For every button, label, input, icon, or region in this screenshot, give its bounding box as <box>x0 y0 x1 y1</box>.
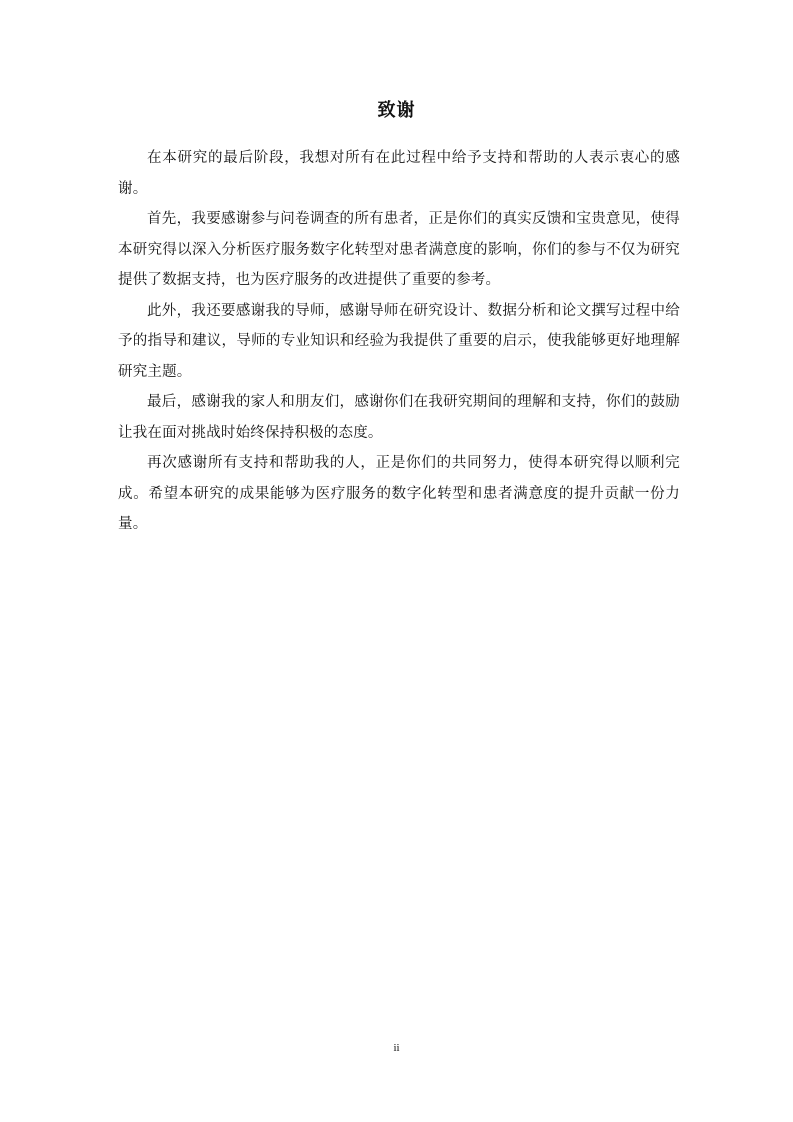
paragraph-1: 在本研究的最后阶段，我想对所有在此过程中给予支持和帮助的人表示衷心的感谢。 <box>118 150 680 197</box>
page-title: 致谢 <box>377 100 416 121</box>
paragraph-4: 最后，感谢我的家人和朋友们，感谢你们在我研究期间的理解和支持，你们的鼓励让我在面对挑战时始终保持积极的态度。 <box>118 394 680 441</box>
acknowledgement-body <box>118 143 680 540</box>
page-number: ii <box>393 1042 400 1054</box>
paragraph-5: 再次感谢所有支持和帮助我的人，正是你们的共同努力，使得本研究得以顺利完成。希望本研究的成果能够为医疗服务的数字化转型和患者满意度的提升贡献一份力量。 <box>118 455 680 532</box>
paragraph-3: 此外，我还要感谢我的导师，感谢导师在研究设计、数据分析和论文撰写过程中给予的指导和建议，导师的专业知识和经验为我提供了重要的启示，使我能够更好地理解研究主题。 <box>118 302 680 380</box>
paragraph-2: 首先，我要感谢参与问卷调查的所有患者，正是你们的真实反馈和宝贵意见，使得本研究得以深入分析医疗服务数字化转型对患者满意度的影响，你们的参与不仅为研究提供了数据支持，也为医疗服务的改进提供了重要的参考。 <box>118 211 680 288</box>
